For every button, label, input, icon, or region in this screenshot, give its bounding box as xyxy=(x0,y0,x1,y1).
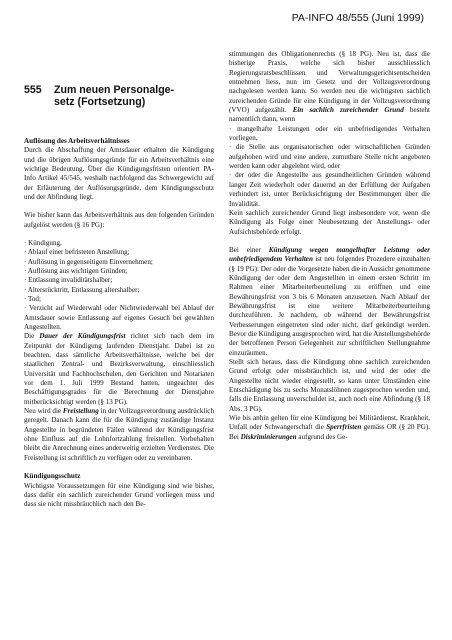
text: richtet sich nach dem im Zeitpunkt der Kündigung laufenden Dienstjahr. Dabei ist zu beachten, dass sämtliche Arbeitsverhältnisse, welche bei der staatlichen Zentral- und Bezirksverwaltung, einschliesslich Universität und Fachhochschulen, den Gerichten und Notariaten vor dem 1. Juli 1999 Bestand hatten, ungeachtet des Beschäftigungsgrades für die Berechnung der Dienstjahre mitberücksichtigt werden (§ 13 PG). xyxy=(24,332,214,406)
list-item: · mangelhafte Leistungen oder ein unbefriedigendes Verhalten vorliegen, xyxy=(229,124,430,143)
list-item: · Ablauf einer befristeten Anstellung; xyxy=(24,248,130,257)
emphasis: Freistellung xyxy=(62,407,99,416)
text: aufgrund des Ge- xyxy=(296,432,348,441)
paragraph xyxy=(24,332,214,407)
emphasis: Diskriminierungen xyxy=(240,432,297,441)
list-item: · Auflösung in gegenseitigem Einvernehmen; xyxy=(24,257,153,266)
list-item: · Entlassung invaliditätshalber; xyxy=(24,276,113,285)
list-item: · Auflösung aus wichtigen Gründen; xyxy=(24,266,128,275)
list-item: · Altersrücktritt, Entlassung altershalber; xyxy=(24,285,140,294)
section-heading-aufloesung: Auflösung des Arbeitsverhältnisses xyxy=(24,136,130,145)
emphasis: Sperrfristen xyxy=(326,423,362,432)
list-item: · Kündigung, xyxy=(24,238,62,247)
text: stimmungen des Obligationenrechts (§ 18 PG). Neu ist, dass die bisherige Praxis, welche sich bisher ausschliesslich Regierungsratsbeschlüssen und Verwaltungsgerichtsentscheiden entnehmen liess, nun im Gesetz und der Vollzugsverordnung nachgelesen werden kann. So werden neu die wichtigsten sachlich zureichenden Gründe für eine Kündigung in der Vollzugsverordnung (VVO) aufgezählt. xyxy=(229,50,430,115)
title-line-2: setz (Fortsetzung) xyxy=(54,96,146,109)
left-column xyxy=(24,48,214,510)
text: Die xyxy=(24,332,40,341)
paragraph: Kein sachlich zureichender Grund liegt insbesondere vor, wenn die Kündigung als Folge einer Neubesetzung der Anstellungs- oder Aufsichtsbehörde erfolgt. xyxy=(229,208,430,236)
article-title xyxy=(24,84,214,109)
emphasis: Kündigung wegen mangelhafter Leistung oder unbefriedigendem Verhalten xyxy=(229,245,430,264)
text: ist neu folgendes Prozedere einzuhalten (§ 19 PG): Der oder die Vorgesetzte haben die in Aussicht genommene Kündigung der oder dem Angestellten in einem ersten Schritt im Rahmen einer Mitarbeiterbeurteilung zu eröffnen und eine Bewährungsfrist von 3 bis 6 Monaten anzusetzen. Nach Ablauf der Bewährungsfrist ist eine weitere Mitarbeiterbeurteilung durchzuführen. Je nachdem, ob während der Bewährungsfrist Verbesserungen eingetreten sind oder nicht, darf gekündigt werden. Bevor die Kündigung ausgesprochen wird, hat die Anstellungsbehörde der betroffenen Person Gelegenheit zur schriftlichen Stellungnahme einzuräumen. xyxy=(229,255,430,357)
paragraph xyxy=(24,407,214,463)
article-number: 555 xyxy=(24,84,42,96)
emphasis: Dauer der Kündigungsfrist xyxy=(39,332,126,341)
text: besteht namentlich dann, wenn xyxy=(229,106,430,124)
right-column xyxy=(229,50,430,442)
paragraph: Durch die Abschaffung der Amtsdauer erhalten die Kündigung und die übrigen Auflösungsgründe für ein Arbeitsverhältnis eine wichtige Bedeutung. Über die Kündigungsfristen orientiert PA-Info Artikel 45/545, weshalb nachfolgend das Schwergewicht auf der Erläuterung der Auflösungsgründe, dem Kündigungsschutz und der Abfindung liegt. xyxy=(24,146,214,201)
paragraph: Stellt sich heraus, dass die Kündigung ohne sachlich zureichenden Grund erfolgt oder missbräuchlich ist, und wird der oder die Angestellte nicht wieder eingestellt, so kann unter Umständen eine Entschädigung bis zu sechs Monatslöhnen zugesprochen werden und, falls die Entlassung unverschuldet ist, auch noch eine Abfindung (§ 18 Abs. 3 PG). xyxy=(229,358,430,413)
paragraph: Wichtigste Voraussetzungen für eine Kündigung sind wie bisher, dass dafür ein sachlich zureichender Grund vorliegen muss und dass sie nicht missbräuchlich nach den Be- xyxy=(24,481,214,509)
emphasis: Ein sachlich zureichender Grund xyxy=(292,106,404,115)
paragraph: Wie bisher kann das Arbeitsverhältnis aus den folgenden Gründen aufgelöst werden (§ 16 PG): xyxy=(24,211,214,229)
list-item: · Verzicht auf Wiederwahl oder Nichtwiederwahl bei Ablauf der Amtsdauer sowie Entlassung auf eigenes Gesuch bei gewählten Angestellten. xyxy=(24,304,214,331)
section-heading-kuendigungsschutz: Kündigungsschutz xyxy=(24,472,81,481)
list-item: · Tod; xyxy=(24,294,41,303)
paragraph xyxy=(229,50,430,125)
text: in der Vollzugsverordnung ausdrücklich geregelt. Danach kann die für die Kündigung zuständige Instanz Angestellte in begründeten Fällen während der Kündigungsfrist ohne Einfluss auf die Lohnfortzahlung freistellen. Vorbehalten bleibt die Anrechnung eines anderweitig erzielten Verdienstes. Die Freistellung ist schriftlich zu verfügen oder zu vereinbaren. xyxy=(24,407,215,462)
paragraph xyxy=(229,414,430,442)
page-header: PA-INFO 48/555 (Juni 1999) xyxy=(291,12,424,24)
title-line-1: Zum neuen Personalge- xyxy=(54,84,175,96)
text: gemäss OR (§ 20 PG). Bei xyxy=(229,423,430,441)
text: Wie bis anhin gelten für eine Kündigung bei Militärdienst, Krankheit, Unfall oder Schwangerschaft die xyxy=(229,414,430,432)
paragraph xyxy=(229,246,430,358)
text: Neu wird die xyxy=(24,407,63,416)
text: Bei einer xyxy=(229,245,269,254)
list-item: · die Stelle aus organisatorischen oder wirtschaftlichen Gründen aufgehoben wird und eine andere, zumutbare Stelle nicht angeboten werden kann oder abgelehnt wird, oder xyxy=(229,143,430,171)
list-item: · der oder die Angestellte aus gesundheitlichen Gründen während langer Zeit wiederholt oder dauernd an der Erfüllung der Aufgaben verhindert ist, unter Berücksichtigung der Bestimmungen über die Invalidität. xyxy=(229,171,430,208)
